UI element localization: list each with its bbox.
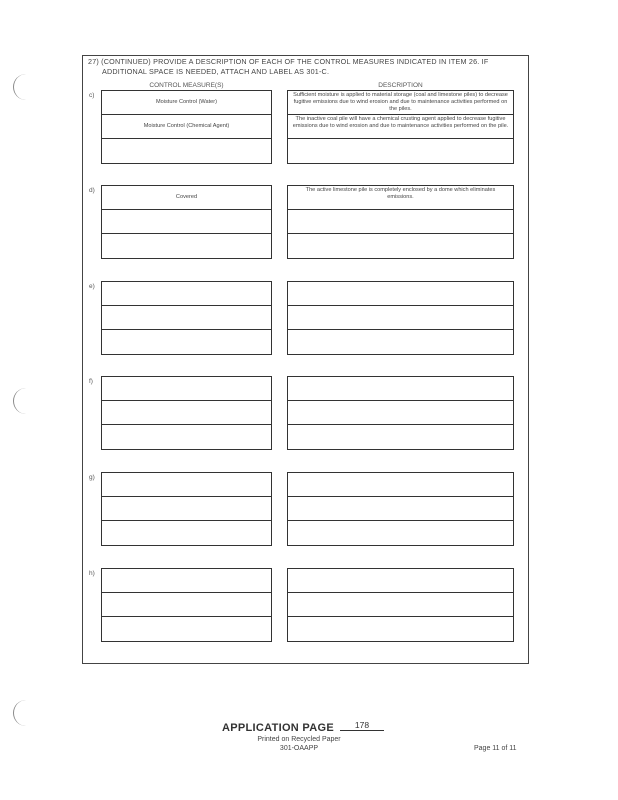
control-measures-box-c xyxy=(101,90,272,164)
application-page-title: APPLICATION PAGE xyxy=(222,722,334,734)
group-label-g: g) xyxy=(89,474,95,481)
description-field[interactable] xyxy=(288,569,513,593)
header-line-2: ADDITIONAL SPACE IS NEEDED, ATTACH AND LABEL AS 301-C. xyxy=(102,66,330,76)
control-measure-field[interactable] xyxy=(102,473,271,497)
binder-hole-bottom xyxy=(13,700,28,726)
control-measure-field[interactable] xyxy=(102,234,271,258)
description-field[interactable] xyxy=(288,593,513,617)
control-measures-box-h xyxy=(101,568,272,642)
control-measure-field[interactable] xyxy=(102,210,271,234)
group-label-f: f) xyxy=(89,378,93,385)
description-field[interactable] xyxy=(288,210,513,234)
control-measure-field[interactable] xyxy=(102,306,271,330)
control-measure-field[interactable] xyxy=(102,593,271,617)
description-field[interactable] xyxy=(288,521,513,545)
group-label-e: e) xyxy=(89,283,95,290)
description-field[interactable] xyxy=(288,282,513,306)
description-box-d xyxy=(287,185,514,259)
control-measures-box-d xyxy=(101,185,272,259)
description-field[interactable]: The active limestone pile is completely enclosed by a dome which eliminates emissions. xyxy=(288,186,513,210)
control-measure-field[interactable] xyxy=(102,377,271,401)
control-measures-box-g xyxy=(101,472,272,546)
column-header-description: DESCRIPTION xyxy=(378,82,423,89)
control-measure-field[interactable]: Moisture Control (Water) xyxy=(102,91,271,115)
description-field[interactable]: The inactive coal pile will have a chemical crusting agent applied to decrease fugitive emissions due to wind erosion and due to maintenance activities performed on the pile. xyxy=(288,115,513,139)
group-label-h: h) xyxy=(89,570,95,577)
description-field[interactable] xyxy=(288,139,513,163)
description-field[interactable] xyxy=(288,617,513,641)
description-field[interactable] xyxy=(288,306,513,330)
column-header-control-measures: CONTROL MEASURE(S) xyxy=(149,82,224,89)
control-measure-field[interactable] xyxy=(102,497,271,521)
control-measure-field[interactable]: Covered xyxy=(102,186,271,210)
description-field[interactable] xyxy=(288,497,513,521)
description-box-f xyxy=(287,376,514,450)
control-measures-box-e xyxy=(101,281,272,355)
control-measure-field[interactable] xyxy=(102,401,271,425)
binder-hole-middle xyxy=(13,388,28,414)
recycled-paper-note: Printed on Recycled Paper xyxy=(257,736,341,743)
control-measure-field[interactable] xyxy=(102,521,271,545)
description-field[interactable] xyxy=(288,234,513,258)
description-field[interactable] xyxy=(288,425,513,449)
description-field[interactable] xyxy=(288,330,513,354)
control-measure-field[interactable] xyxy=(102,330,271,354)
description-field[interactable]: Sufficient moisture is applied to material storage (coal and limestone piles) to decrease fugitive emissions due to wind erosion and due to maintenance activities performed on the piles. xyxy=(288,91,513,115)
control-measure-field[interactable]: Moisture Control (Chemical Agent) xyxy=(102,115,271,139)
control-measure-field[interactable] xyxy=(102,139,271,163)
description-box-h xyxy=(287,568,514,642)
section-header xyxy=(88,57,524,76)
page-count: Page 11 of 11 xyxy=(474,745,517,752)
description-field[interactable] xyxy=(288,473,513,497)
group-label-c: c) xyxy=(89,92,95,99)
control-measure-field[interactable] xyxy=(102,425,271,449)
control-measure-field[interactable] xyxy=(102,617,271,641)
description-field[interactable] xyxy=(288,401,513,425)
group-label-d: d) xyxy=(89,187,95,194)
description-box-e xyxy=(287,281,514,355)
application-page-number: 178 xyxy=(340,720,384,731)
header-line-1: 27) (CONTINUED) PROVIDE A DESCRIPTION OF EACH OF THE CONTROL MEASURES INDICATED IN ITEM 26. IF xyxy=(88,57,489,66)
description-field[interactable] xyxy=(288,377,513,401)
description-box-c xyxy=(287,90,514,164)
binder-hole-top xyxy=(13,74,28,100)
description-box-g xyxy=(287,472,514,546)
control-measures-box-f xyxy=(101,376,272,450)
form-number: 301-OAAPP xyxy=(279,745,319,752)
control-measure-field[interactable] xyxy=(102,282,271,306)
control-measure-field[interactable] xyxy=(102,569,271,593)
